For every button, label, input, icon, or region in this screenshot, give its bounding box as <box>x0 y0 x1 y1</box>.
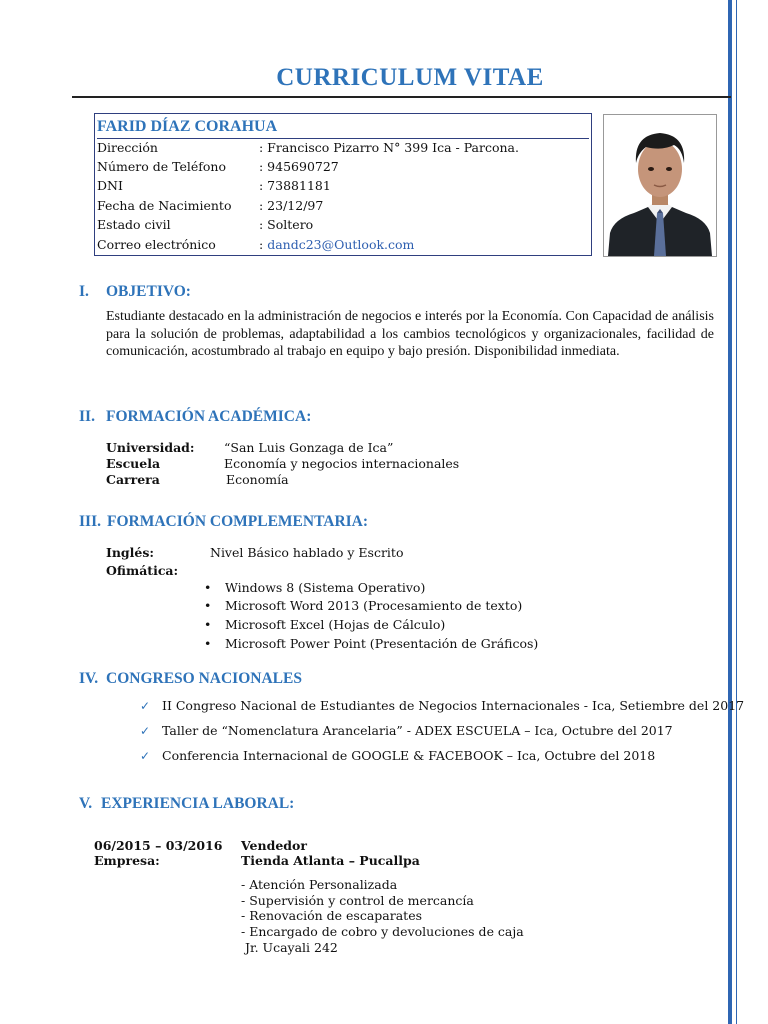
duty-item: - Supervisión y control de mercancía <box>241 893 474 908</box>
email-link[interactable]: dandc23@Outlook.com <box>267 237 415 252</box>
info-label: Dirección <box>97 140 158 155</box>
academic-value-career: Economía <box>226 472 289 487</box>
section-title: OBJETIVO: <box>106 283 191 300</box>
list-item <box>204 636 538 651</box>
checkmark-icon: ✓ <box>140 749 151 763</box>
section-heading-academica <box>79 408 311 426</box>
section-title: EXPERIENCIA LABORAL: <box>101 795 295 812</box>
info-value: : Francisco Pizarro N° 399 Ica - Parcona. <box>259 140 519 155</box>
page-border-thick <box>728 0 732 1024</box>
section-heading-experiencia <box>79 795 294 813</box>
list-item-text: II Congreso Nacional de Estudiantes de Negocios Internacionales - Ica, Setiembre del 2017 <box>162 698 745 713</box>
duty-item: - Atención Personalizada <box>241 877 398 892</box>
profile-photo <box>603 114 717 257</box>
list-item <box>204 580 425 595</box>
section-heading-complementaria <box>79 513 368 531</box>
duty-item: - Encargado de cobro y devoluciones de caja <box>241 924 524 939</box>
info-label: Correo electrónico <box>97 237 216 252</box>
section-title: FORMACIÓN ACADÉMICA: <box>106 408 312 425</box>
section-number: III. <box>79 513 101 530</box>
english-label: Inglés: <box>106 545 155 560</box>
bullet-icon: • <box>204 580 212 595</box>
list-item-text: Conferencia Internacional de GOOGLE & FACEBOOK – Ica, Octubre del 2018 <box>162 748 656 763</box>
list-item-text: Microsoft Excel (Hojas de Cálculo) <box>225 617 446 632</box>
list-item <box>140 723 673 738</box>
section-title: CONGRESO NACIONALES <box>106 670 302 687</box>
info-label: Fecha de Nacimiento <box>97 198 232 213</box>
section-number: II. <box>79 408 95 425</box>
personal-info-box <box>94 113 592 256</box>
list-item <box>204 617 445 632</box>
academic-label-university: Universidad: <box>106 440 195 455</box>
section-number: I. <box>79 283 89 300</box>
section-heading-objetivo <box>79 283 191 301</box>
work-role: Vendedor <box>241 838 307 853</box>
info-value: : 73881181 <box>259 178 331 193</box>
info-value: : 23/12/97 <box>259 198 324 213</box>
page-border-thin <box>736 0 737 1024</box>
info-label: Número de Teléfono <box>97 159 226 174</box>
objective-text: Estudiante destacado en la administración de negocios e interés por la Economía. Con Capacidad de análisis para la solución de problemas, adaptabilidad a los cambios tecnológicos y organizacionales, facilidad de comunicación, acostumbrado al trabajo en equipo y bajo presión. Disponibilidad inmediata. <box>106 309 714 359</box>
checkmark-icon: ✓ <box>140 724 151 738</box>
english-value: Nivel Básico hablado y Escrito <box>210 545 404 560</box>
section-number: IV. <box>79 670 99 687</box>
info-value: : Soltero <box>259 217 314 232</box>
academic-value-school: Economía y negocios internacionales <box>224 456 460 471</box>
academic-label-career: Carrera <box>106 472 160 487</box>
list-item-text: Microsoft Word 2013 (Procesamiento de texto) <box>225 598 523 613</box>
bullet-icon: • <box>204 598 212 613</box>
academic-value-university: “San Luis Gonzaga de Ica” <box>224 440 394 455</box>
bullet-icon: • <box>204 636 212 651</box>
title-underline <box>72 96 731 98</box>
work-period: 06/2015 – 03/2016 <box>94 838 223 853</box>
section-heading-congresos <box>79 670 302 688</box>
office-label: Ofimática: <box>106 563 179 578</box>
list-item <box>140 698 744 713</box>
section-number: V. <box>79 795 93 812</box>
bullet-icon: • <box>204 617 212 632</box>
section-title: FORMACIÓN COMPLEMENTARIA: <box>107 513 369 530</box>
person-portrait-icon <box>604 115 716 256</box>
document-title: CURRICULUM VITAE <box>276 64 544 91</box>
info-label: DNI <box>97 178 123 193</box>
checkmark-icon: ✓ <box>140 699 151 713</box>
duty-item: - Renovación de escaparates <box>241 908 422 923</box>
academic-label-school: Escuela <box>106 456 161 471</box>
list-item-text: Windows 8 (Sistema Operativo) <box>225 580 426 595</box>
list-item <box>140 748 655 763</box>
list-item-text: Taller de “Nomenclatura Arancelaria” - ADEX ESCUELA – Ica, Octubre del 2017 <box>162 723 673 738</box>
list-item <box>204 598 522 613</box>
info-value <box>259 235 414 255</box>
company-name: Tienda Atlanta – Pucallpa <box>241 853 420 868</box>
info-label: Estado civil <box>97 217 171 232</box>
company-label: Empresa: <box>94 853 160 868</box>
work-address: Jr. Ucayali 242 <box>245 940 338 955</box>
email-prefix: : <box>259 237 268 252</box>
info-value: : 945690727 <box>259 159 339 174</box>
list-item-text: Microsoft Power Point (Presentación de Gráficos) <box>225 636 539 651</box>
full-name: FARID DÍAZ CORAHUA <box>97 116 589 139</box>
